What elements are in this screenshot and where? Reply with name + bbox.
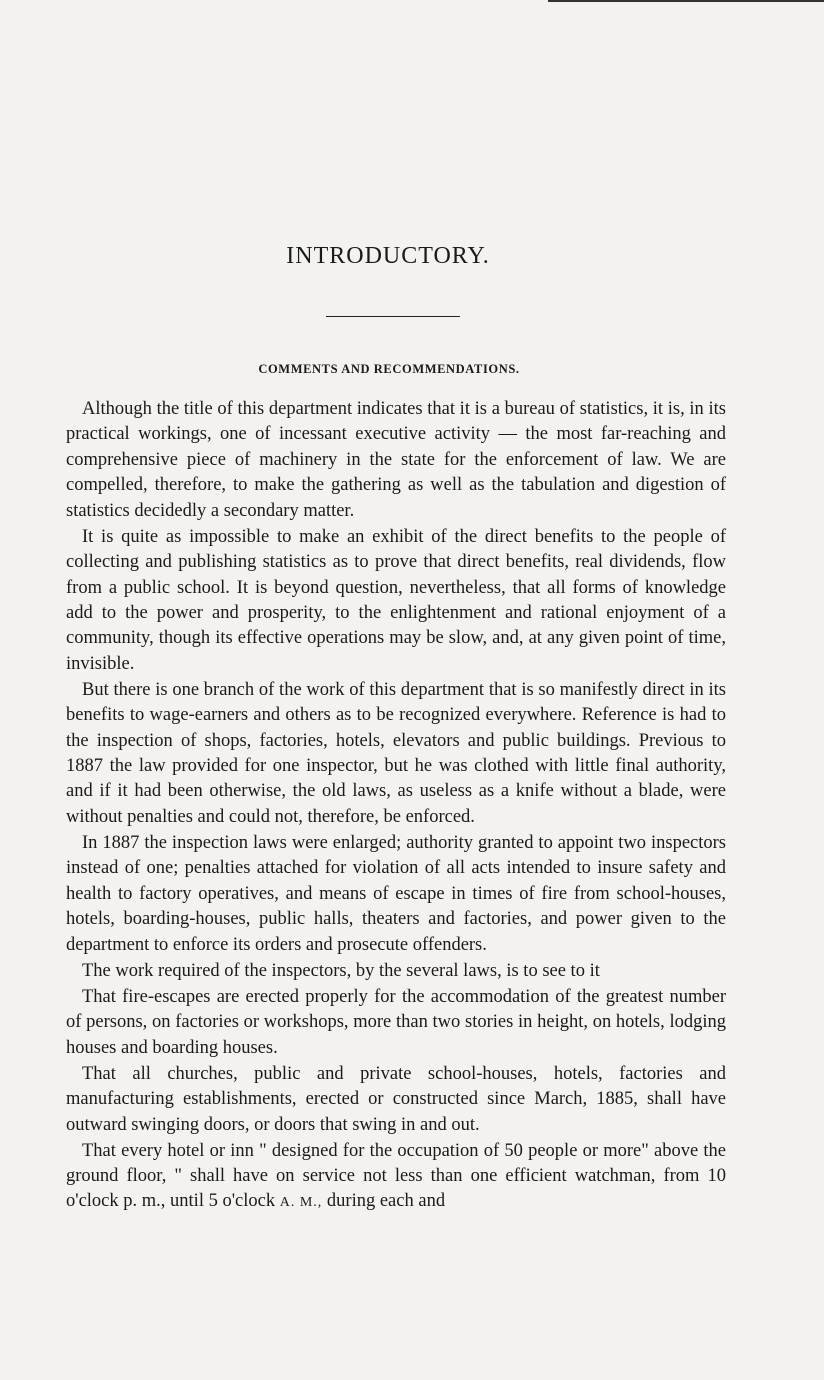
paragraph-7: That all churches, public and private school-houses, hotels, factories and manufacturing establishments, erected or constructed since March, 1885, shall have outward swinging doors, or doors that swing in and out.: [66, 1063, 726, 1135]
paragraph-8-text: That every hotel or inn " designed for the occupation of 50 people or more" above the ground floor, " shall have on service not less than one efficient watchman, from 10 o'clock p. m., until 5 o'clock: [66, 1140, 726, 1212]
top-edge-rule: [548, 0, 824, 2]
paragraph-4: In 1887 the inspection laws were enlarged; authority granted to appoint two inspectors instead of one; penalties attached for violation of all acts intended to insure safety and health to factory operatives, and means of escape in times of fire from school-houses, hotels, boarding-houses, public halls, theaters and factories, and power given to the department to enforce its orders and prosecute offenders.: [66, 832, 726, 955]
paragraph-3: But there is one branch of the work of this department that is so manifestly direct in its benefits to wage-earners and others as to be recognized everywhere. Reference is had to the inspection of shops, factories, hotels, elevators and public buildings. Previous to 1887 the law provided for one inspector, but he was clothed with little final authority, and if it had been otherwise, the old laws, as useless as a knife without a blade, were without penalties and could not, therefore, be enforced.: [66, 679, 726, 827]
paragraph-2: It is quite as impossible to make an exhibit of the direct benefits to the people of collecting and publishing statistics as to prove that direct benefits, real dividends, flow from a public school. It is beyond question, nevertheless, that all forms of knowledge add to the power and prosperity, to the enlightenment and rational enjoyment of a community, though its effective operations may be slow, and, at any given point of time, invisible.: [66, 526, 726, 674]
title-divider: [326, 316, 460, 317]
page-title: INTRODUCTORY.: [286, 243, 490, 269]
paragraph-8-end: during each and: [326, 1191, 446, 1212]
paragraph-6: That fire-escapes are erected properly for the accommodation of the greatest number of persons, on factories or workshops, more than two stories in height, on hotels, lodging houses and boarding houses.: [66, 986, 726, 1058]
paragraph-5: The work required of the inspectors, by the several laws, is to see to it: [82, 960, 600, 981]
section-subtitle: COMMENTS AND RECOMMENDATIONS.: [258, 362, 520, 376]
paragraph-8-smallcaps: A. M.,: [279, 1195, 323, 1211]
paragraph-1: Although the title of this department indicates that it is a bureau of statistics, it is, in its practical workings, one of incessant executive activity — the most far-reaching and comprehensive piece of machinery in the state for the enforcement of law. We are compelled, therefore, to make the gathering as well as the tabulation and digestion of statistics decidedly a secondary matter.: [66, 399, 726, 521]
body-text: [66, 397, 726, 1217]
paragraph-8: [66, 1139, 726, 1216]
